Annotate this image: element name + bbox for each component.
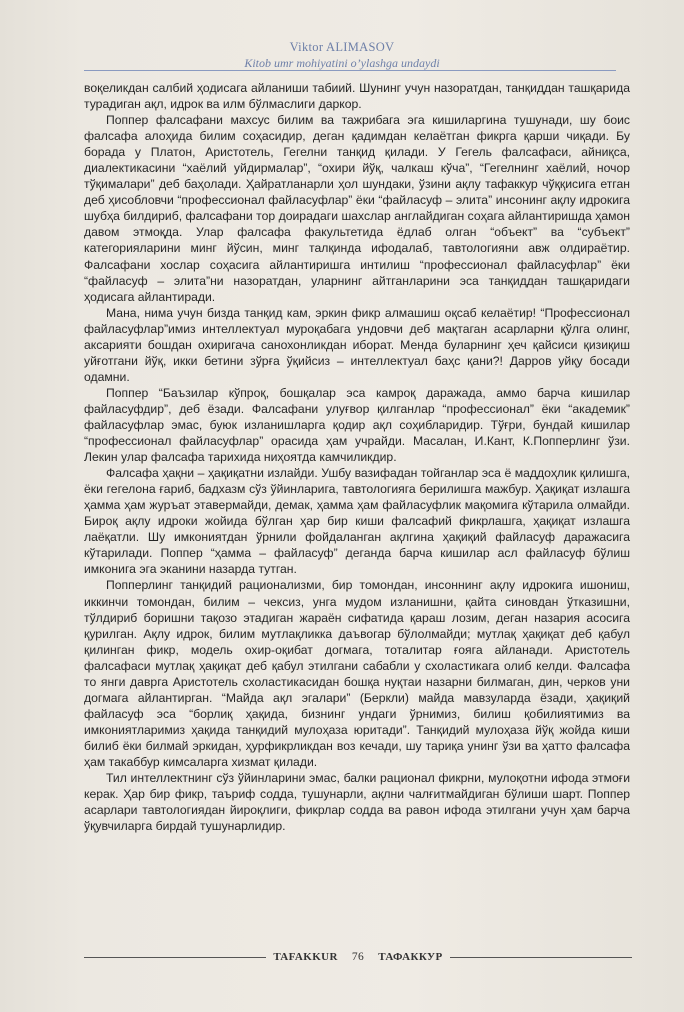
- paragraph: Тил интеллектнинг сўз ўйинларини эмас, балки рационал фикрни, мулоқотни ифода этмоғи керак. Ҳар бир фикр, таъриф содда, тушунарли, ақлни чалғитмайдиган бўлиши шарт. Поппер асарлари тавтологиядан йироқлиги, фикрлар содда ва равон ифода этилгани учун ҳам барча ўқувчиларга бирдай тушунарлидир.: [84, 771, 630, 834]
- paragraph: Поппер фалсафани махсус билим ва тажрибага эга кишиларгина тушунади, шу боис фалсафа алоҳида билим соҳасидир, деган қадимдан келаётган фикрга қарши чиқади. Бу борада у Платон, Аристотель, Гегелни танқид қилади. У Гегель фалсафаси, айниқса, диалектикасини “хаёлий уйдирмалар”, “охири йўқ, чалкаш кўча”, “Гегелнинг хаёлий, ночор тўқималари” деб баҳолади. Ҳайратланарли ҳол шундаки, ўзини ақлу тафаккур чўққисига етган деб ҳисобловчи “профессионал файласуфлар” ёки “файласуф – элита” инсонинг ақлу идрокига шубҳа билдириб, фалсафани тор доирадаги шахслар англайдиган соҳага айлантиришда ҳамон давом этмоқда. Улар фалсафа факультетида ёдлаб олган “объект” ва “субъект” категорияларини минг йўсин, минг талқинда ифодалаб, тавтологияни авж олдираётир. Фалсафани хослар соҳасига айлантиришга интилиш “профессионал файласуфлар” ёки “файласуф – элита”ни назоратдан, уларнинг айтганларини эса танқиддан ташқаридаги ҳодисага айлантиради.: [84, 113, 630, 304]
- footer-rule-left: [84, 957, 266, 958]
- paragraph: Фалсафа ҳақни – ҳақиқатни излайди. Ушбу вазифадан тойганлар эса ё маддоҳлик қилишга, ёки гегелона ғариб, бадхазм сўз ўйинларига, тавтологияга берилишга мажбур. Ҳақиқат излашга ҳамма ҳам журъат этавермайди, демак, ҳамма ҳам файласуфлик мақомига кўтарила олмайди. Бироқ ақлу идроки жойида бўлган ҳар бир киши фалсафий фикрлашга, ҳақиқат излашга лаёқатли. Шу имкониятдан ўрнили фойдаланган ақлгина ҳақиқий файласуф даражасига кўтарилади. Поппер “ҳамма – файласуф” деганда барча кишилар асл файласуф бўлиш имконига эга эканини назарда тутган.: [84, 466, 630, 577]
- footer-label-cyrillic: ТАФАККУР: [378, 951, 443, 963]
- page-number: 76: [351, 951, 365, 963]
- paragraph: Поппер “Баъзилар кўпроқ, бошқалар эса камроқ даражада, аммо барча кишилар файласуфдир”, деб ёзади. Фалсафани улуғвор қилганлар “профессионал” ёки “академик” файласуфлар эмас, буюк изланишларга қодир ақл соҳибларидир. Тўғри, бундай кишилар “профессионал файласуфлар” орасида ҳам учрайди. Масалан, И.Кант, К.Попперлинг ўзи. Лекин улар фалсафа тарихида ниҳоятда камчиликдир.: [84, 385, 630, 465]
- header-author: Viktor ALIMASOV: [289, 40, 395, 54]
- header-subtitle: Kitob umr mohiyatini o’ylashga undaydi: [244, 56, 440, 70]
- footer-label-latin: TAFAKKUR: [273, 951, 338, 963]
- running-footer: [84, 948, 632, 966]
- footer-rule-right: [450, 957, 632, 958]
- paragraph: Мана, нима учун бизда танқид кам, эркин фикр алмашиш оқсаб келаётир! “Профессионал файласуфлар”имиз интеллектуал муроқабага ундовчи деб мақтаган асарларни қўлга олинг, аксарияти бошдан охиригача санохонликдан иборат. Менда буларнинг ҳеч қайсиси қизиқиш уйғотгани йўқ, икки бетини зўрға ўқийсиз – интеллектуал баҳс қани?! Дарров уйқу босади одамни.: [84, 305, 630, 384]
- running-header: [0, 40, 684, 70]
- paragraph-continuation: воқеликдан салбий ҳодисага айланиши табиий. Шунинг учун назоратдан, танқиддан ташқарида турадиган ақл, идрок ва илм бўлмаслиги даркор.: [84, 81, 630, 112]
- header-divider: [84, 70, 616, 71]
- paragraph: Попперлинг танқидий рационализми, бир томондан, инсоннинг ақлу идрокига ишониш, иккинчи томондан, билим – чексиз, унга мудом изланишни, қайта синовдан ўтказишни, тўлдириб боришни тақозо этадиган жараён сифатида қараш лозим, деган назария асосига қурилган. Ақлу идрок, билим мутлақликка даъвогар бўлолмайди; мутлақ ҳақиқат деб қабул қилинган фикр, модель охир-оқибат догмага, тоталитар ғояга айланади. Аристотель фалсафаси мутлақ ҳақиқат деб қабул этилгани сабабли у схоластикага олиб келди. Фалсафа то янги даврга Аристотель схоластикасидан бошқа нуқтаи назарни билмаган, дин, черков уни догмага айлантирган. “Майда ақл эгалари” (Беркли) майда мавзуларда ёзади, ҳақиқий файласуф эса “борлиқ ҳақида, бизнинг ундаги ўрнимиз, билиш қобилиятимиз ва имкониятларимиз ҳақида танқидий мулоҳаза юритади”. Танқидий мулоҳаза йўқ жойда киши билиб ёки билмай эркидан, ҳурфикрликдан воз кечади, шу тариқа унинг ўзи ва ҳатто фалсафа ҳам такаббур кимсаларга хизмат қилади.: [84, 578, 630, 769]
- article-body: [84, 80, 630, 834]
